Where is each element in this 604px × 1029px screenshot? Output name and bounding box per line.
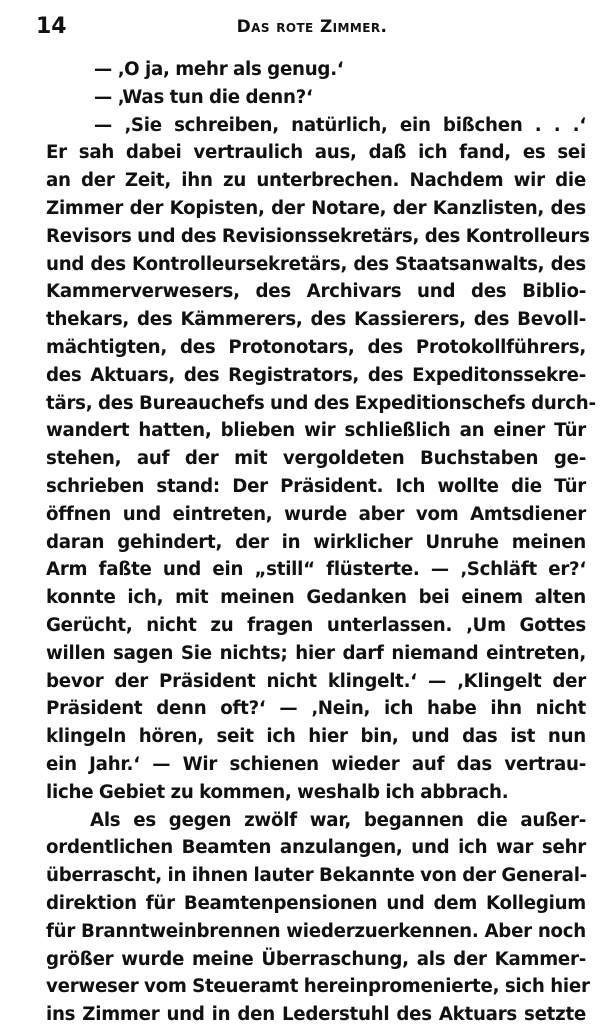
text-line: verweser vom Steueramt hereinpromenierte, sich hier	[46, 976, 590, 998]
text-line: öffnen und eintreten, wurde aber vom Amtsdiener	[46, 503, 586, 525]
text-line: des Aktuars, des Registrators, des Expeditonssekre-	[46, 364, 586, 386]
text-line: Gerücht, nicht zu fragen unterlassen. ‚Um Gottes	[46, 614, 586, 636]
text-line: stehen, auf der mit vergoldeten Buchstaben ge-	[46, 448, 586, 470]
text-line: Präsident denn oft?‘ — ‚Nein, ich habe ihn nicht	[46, 698, 586, 720]
text-line: Er sah dabei vertraulich aus, daß ich fand, es sei	[46, 142, 586, 164]
text-line: bevor der Präsident nicht klingelt.‘ — ‚Klingelt der	[46, 670, 586, 692]
text-line: und des Kontrolleursekretärs, des Staatsanwalts, des	[46, 253, 586, 275]
text-line: ins Zimmer und in den Lederstuhl des Aktuars setzte	[46, 1004, 586, 1026]
page-header	[36, 6, 588, 42]
text-line: Arm faßte und ein „still“ flüsterte. — ‚Schläft er?‘	[46, 559, 586, 581]
text-line: liche Gebiet zu kommen, weshalb ich abbrach.	[46, 781, 509, 803]
text-line: an der Zeit, ihn zu unterbrechen. Nachdem wir die	[46, 170, 586, 192]
dialog-line: — ‚Sie schreiben, natürlich, ein bißchen . . .‘	[94, 114, 586, 136]
text-line: ordentlichen Beamten anzulangen, und ich war sehr	[46, 837, 586, 859]
text-line: wandert hatten, blieben wir schließlich an einer Tür	[46, 420, 586, 442]
text-line: klingeln hören, seit ich hier bin, und das ist nun	[46, 726, 586, 748]
text-line: daran gehindert, der in wirklicher Unruhe meinen	[46, 531, 586, 553]
text-line: konnte ich, mit meinen Gedanken bei einem alten	[46, 587, 586, 609]
paragraph-start-line: Als es gegen zwölf war, begannen die außer-	[90, 809, 586, 831]
text-line: größer wurde meine Überraschung, als der Kammer-	[46, 948, 586, 970]
body-text	[46, 56, 596, 1029]
text-line: thekars, des Kämmerers, des Kassierers, des Bevoll-	[46, 309, 586, 331]
text-line: Zimmer der Kopisten, der Notare, der Kanzlisten, des	[46, 197, 586, 219]
text-line: direktion für Beamtenpensionen und dem Kollegium	[46, 892, 586, 914]
running-title: Das rote Zimmer.	[236, 17, 388, 37]
text-line: schrieben stand: Der Präsident. Ich wollte die Tür	[46, 475, 586, 497]
text-line: für Branntweinbrennen wiederzuerkennen. Aber noch	[46, 920, 586, 942]
dialog-line: — ‚O ja, mehr als genug.‘	[94, 59, 344, 80]
text-line: tärs, des Bureauchefs und des Expeditionschefs durch-	[46, 392, 596, 414]
text-line: willen sagen Sie nichts; hier darf niemand eintreten,	[46, 642, 586, 664]
page-number: 14	[36, 14, 67, 39]
text-line: Revisors und des Revisionssekretärs, des Kontrolleurs	[46, 225, 590, 247]
text-line: ein Jahr.‘ — Wir schienen wieder auf das vertrau-	[46, 753, 586, 775]
text-line: Kammerverwesers, des Archivars und des Biblio-	[46, 281, 586, 303]
text-line: mächtigten, des Protonotars, des Protokollführers,	[46, 336, 586, 358]
text-line: überrascht, in ihnen lauter Bekannte von der General-	[46, 865, 587, 887]
dialog-line: — ‚Was tun die denn?‘	[94, 86, 313, 108]
